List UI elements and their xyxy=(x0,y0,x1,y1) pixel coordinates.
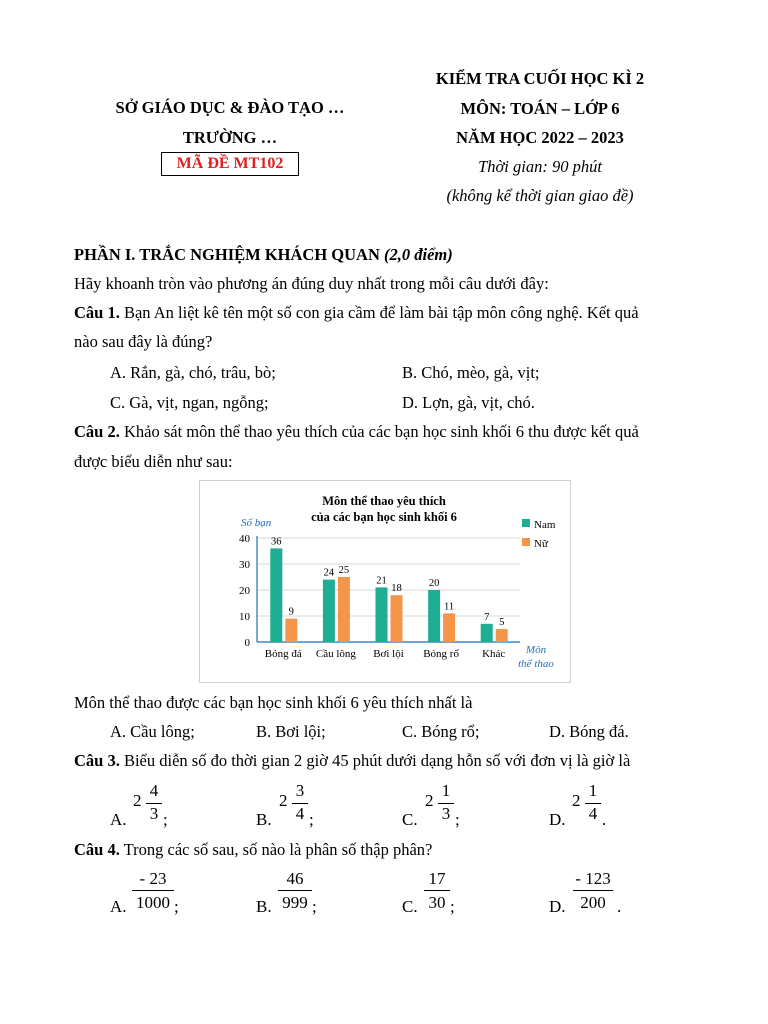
exam-code: MÃ ĐỀ MT102 xyxy=(176,155,284,172)
mixed-whole: 2 xyxy=(133,791,142,810)
option-end: ; xyxy=(450,897,455,916)
bar-nam xyxy=(323,580,335,642)
bar-nữ xyxy=(443,613,455,642)
question-2-after: Môn thể thao được các bạn học sinh khối 6 yêu thích nhất là xyxy=(74,693,473,712)
question-1-text-cont: nào sau đây là đúng? xyxy=(74,332,213,351)
time-limit: Thời gian: 90 phút xyxy=(478,157,602,176)
y-tick-label: 0 xyxy=(244,637,250,649)
question-2-text-cont: được biểu diễn như sau: xyxy=(74,452,233,471)
fraction-numerator: - 123 xyxy=(575,869,611,888)
fraction-denominator: 200 xyxy=(580,893,606,912)
q1-option-b[interactable]: B. Chó, mèo, gà, vịt; xyxy=(402,363,540,382)
question-2 xyxy=(74,422,639,442)
exam-subject: MÔN: TOÁN – LỚP 6 xyxy=(460,99,620,118)
q3-option-c[interactable] xyxy=(402,781,482,831)
fraction-numerator: 1 xyxy=(441,781,451,800)
exam-title: KIỂM TRA CUỐI HỌC KÌ 2 xyxy=(435,69,645,88)
data-label: 20 xyxy=(428,578,440,589)
fraction-numerator: 46 xyxy=(286,869,304,888)
option-letter: C. xyxy=(402,810,418,829)
q4-option-b[interactable] xyxy=(256,868,356,918)
fraction-numerator: 4 xyxy=(149,781,159,800)
bar-nữ xyxy=(338,577,350,642)
y-tick-label: 20 xyxy=(239,585,250,597)
data-label: 36 xyxy=(271,536,282,548)
option-end: ; xyxy=(455,810,460,829)
option-end: . xyxy=(617,897,622,916)
question-1 xyxy=(74,303,639,323)
q3-option-d[interactable] xyxy=(549,781,629,831)
question-4-label: Câu 4. xyxy=(74,840,120,859)
q3-option-a[interactable] xyxy=(110,781,190,831)
option-letter: D. xyxy=(549,810,566,829)
x-tick-label: Bóng rổ xyxy=(423,648,459,660)
section-title: PHẦN I. TRẮC NGHIỆM KHÁCH QUAN xyxy=(74,245,380,264)
section-instruction: Hãy khoanh tròn vào phương án đúng duy nhất trong mỗi câu dưới đây: xyxy=(74,274,549,293)
question-3 xyxy=(74,751,630,771)
q4-option-a[interactable] xyxy=(110,868,210,918)
q2-option-d[interactable]: D. Bóng đá. xyxy=(549,722,629,741)
bar-nam xyxy=(376,587,388,642)
fraction-denominator: 3 xyxy=(149,804,159,823)
x-axis-label-line2: thể thao xyxy=(518,658,554,670)
bar-nam xyxy=(270,548,282,642)
bar-chart xyxy=(199,480,571,683)
data-label: 24 xyxy=(323,567,335,579)
school-name: TRƯỜNG … xyxy=(182,128,278,147)
x-axis-label-line1: Môn xyxy=(525,644,547,656)
legend-swatch xyxy=(522,519,530,527)
fraction-numerator: 17 xyxy=(428,869,446,888)
q1-option-a[interactable]: A. Rắn, gà, chó, trâu, bò; xyxy=(110,363,276,382)
q1-option-d[interactable]: D. Lợn, gà, vịt, chó. xyxy=(402,393,535,412)
x-tick-label: Bơi lội xyxy=(373,648,404,660)
chart-title-line1: Môn thể thao yêu thích xyxy=(322,494,446,508)
fraction-numerator: - 23 xyxy=(139,869,167,888)
bar-nam xyxy=(481,624,493,642)
y-tick-label: 10 xyxy=(239,611,250,623)
fraction-bar xyxy=(424,890,450,891)
department-name: SỞ GIÁO DỤC & ĐÀO TẠO … xyxy=(115,98,345,117)
option-letter: B. xyxy=(256,897,272,916)
mixed-whole: 2 xyxy=(279,791,288,810)
data-label: 7 xyxy=(484,611,490,623)
fraction-denominator: 3 xyxy=(441,804,451,823)
q2-option-b[interactable]: B. Bơi lội; xyxy=(256,722,326,741)
question-1-text: Bạn An liệt kê tên một số con gia cầm để làm bài tập môn công nghệ. Kết quả xyxy=(119,303,639,322)
fraction-denominator: 4 xyxy=(295,804,305,823)
question-4-text: Trong các số sau, số nào là phân số thập phân? xyxy=(119,840,433,859)
question-1-label: Câu 1. xyxy=(74,303,120,322)
fraction-bar xyxy=(573,890,613,891)
data-label: 11 xyxy=(444,601,455,613)
mixed-whole: 2 xyxy=(572,791,581,810)
data-label: 25 xyxy=(338,565,350,576)
q2-option-c[interactable]: C. Bóng rổ; xyxy=(402,722,480,741)
fraction-denominator: 1000 xyxy=(136,893,170,912)
question-4 xyxy=(74,840,432,860)
bar-nữ xyxy=(496,629,508,642)
question-2-label: Câu 2. xyxy=(74,422,120,441)
bar-nam xyxy=(428,590,440,642)
option-letter: B. xyxy=(256,810,272,829)
fraction-denominator: 30 xyxy=(428,893,446,912)
option-end: . xyxy=(602,810,607,829)
x-tick-label: Khác xyxy=(482,648,506,660)
data-label: 21 xyxy=(376,575,387,587)
school-year: NĂM HỌC 2022 – 2023 xyxy=(456,128,624,147)
q2-option-a[interactable]: A. Cầu lông; xyxy=(110,722,195,741)
legend-label: Nam xyxy=(534,519,556,531)
question-3-text: Biểu diễn số đo thời gian 2 giờ 45 phút dưới dạng hỗn số với đơn vị là giờ là xyxy=(119,751,631,770)
question-2-text: Khảo sát môn thể thao yêu thích của các bạn học sinh khối 6 thu được kết quả xyxy=(119,422,639,441)
q4-option-d[interactable] xyxy=(549,868,649,918)
option-letter: A. xyxy=(110,810,127,829)
section-points: (2,0 điểm) xyxy=(384,245,453,264)
option-end: ; xyxy=(163,810,168,829)
fraction-numerator: 3 xyxy=(295,781,305,800)
chart-svg xyxy=(200,481,570,682)
x-tick-label: Bóng đá xyxy=(264,648,302,660)
fraction-denominator: 999 xyxy=(282,893,308,912)
option-end: ; xyxy=(309,810,314,829)
y-tick-label: 30 xyxy=(239,559,250,571)
time-note: (không kể thời gian giao đề) xyxy=(446,186,634,205)
fraction-denominator: 4 xyxy=(588,804,598,823)
mixed-whole: 2 xyxy=(425,791,434,810)
bar-nữ xyxy=(285,619,297,642)
data-label: 5 xyxy=(499,617,505,628)
x-tick-label: Cầu lông xyxy=(315,648,356,660)
fraction-bar xyxy=(132,890,174,891)
option-end: ; xyxy=(312,897,317,916)
chart-title-line2: của các bạn học sinh khối 6 xyxy=(311,510,457,524)
option-letter: A. xyxy=(110,897,127,916)
bar-nữ xyxy=(391,595,403,642)
exam-code-box xyxy=(161,152,299,176)
data-label: 18 xyxy=(391,583,402,595)
section-heading xyxy=(74,245,453,265)
y-axis-label: Số bạn xyxy=(241,517,272,529)
legend-swatch xyxy=(522,538,530,546)
legend-label: Nữ xyxy=(534,538,548,550)
fraction-bar xyxy=(278,890,312,891)
y-tick-label: 40 xyxy=(239,533,250,545)
option-letter: D. xyxy=(549,897,566,916)
q3-option-b[interactable] xyxy=(256,781,336,831)
option-end: ; xyxy=(174,897,179,916)
fraction-numerator: 1 xyxy=(588,781,598,800)
question-3-label: Câu 3. xyxy=(74,751,120,770)
q4-option-c[interactable] xyxy=(402,868,502,918)
q1-option-c[interactable]: C. Gà, vịt, ngan, ngỗng; xyxy=(110,393,269,412)
data-label: 9 xyxy=(288,606,294,618)
option-letter: C. xyxy=(402,897,418,916)
